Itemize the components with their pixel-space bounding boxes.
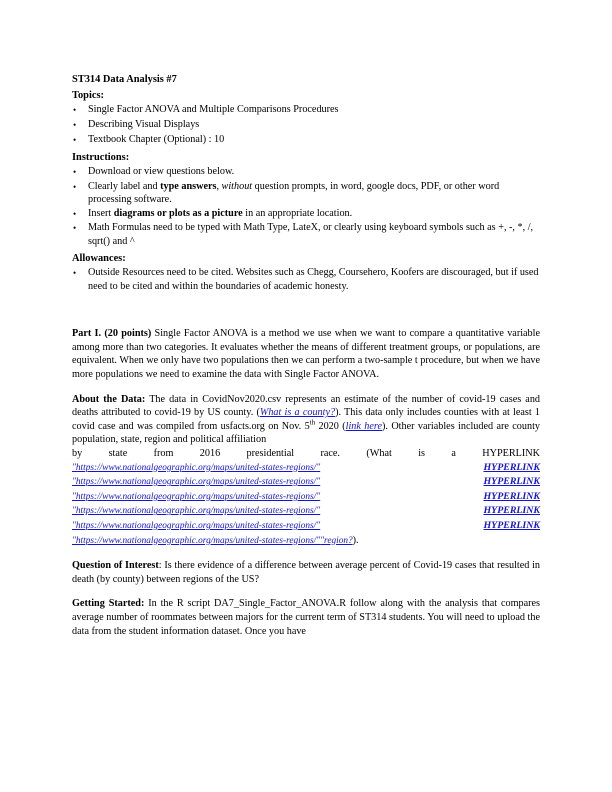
hyperlink-field-row-final [72,534,540,549]
instruction-text: Math Formulas need to be typed with Math Type, LateX, or clearly using keyboard symbols such as +, -, *, /, sqrt() and ^ [88,222,534,247]
bullet-icon: • [73,181,77,192]
about-the-data-text-2: ). This data only includes counties with at least 1 covid case and was compiled from usfacts.org on Nov. 5 [72,407,540,432]
link-here-link[interactable]: link here [345,420,383,432]
part-one-text: Single Factor ANOVA is a method we use when we want to compare a quantitative variable among more than two categories. It evaluates whether the means of different treatment groups, or populations, are equivalent. When we only have two populations then we can perform a two-sample t procedure, but when we have more populations we need to examine the data with Single Factor ANOVA. [72,328,541,380]
hyperlink-keyword[interactable]: HYPERLINK [483,519,540,531]
instructions-list [72,165,540,248]
about-the-data-paragraph [72,393,540,447]
instructions-heading: Instructions: [72,152,130,164]
instruction-bold: diagrams or plots as a picture [113,207,243,219]
hyperlink-url[interactable]: "https://www.nationalgeographic.org/maps/united-states-regions/" [72,506,321,517]
list-item [72,165,540,180]
hyperlink-url[interactable]: "https://www.nationalgeographic.org/maps/united-states-regions/" [72,491,321,502]
instruction-bold: type answers [160,180,217,192]
date-superscript: th [309,418,316,427]
topic-label: Textbook Chapter (Optional) : 10 [88,133,225,145]
list-item [72,103,540,118]
hyperlink-field-row [72,519,540,534]
spacer [72,586,540,597]
bullet-icon: • [73,120,77,130]
hyperlink-url[interactable]: "https://www.nationalgeographic.org/maps/united-states-regions/" [72,535,321,546]
part-one-paragraph [72,327,540,381]
field-word: from [153,447,174,459]
instruction-prefix: Insert [88,207,114,219]
topics-heading: Topics: [72,90,104,102]
instruction-mid: , [216,180,222,192]
about-the-data-text-3: 2020 ( [315,420,346,432]
part-one-label: Part I. (20 points) [72,328,152,340]
instruction-suffix: question prompts, in word, google docs, PDF, or other word processing software. [88,180,500,206]
list-item [72,221,540,248]
question-of-interest-paragraph [72,559,540,586]
bullet-icon: • [73,105,77,116]
hyperlink-field-close: ). [352,534,359,546]
field-word-link[interactable]: is [418,447,425,459]
about-the-data-label: About the Data: [72,393,146,405]
field-word: race. [320,447,340,459]
bullet-icon: • [73,268,77,279]
document-title: ST314 Data Analysis #7 [72,74,177,85]
field-word-link[interactable]: a [451,447,456,459]
hyperlink-keyword[interactable]: HYPERLINK [483,476,540,488]
allowances-heading: Allowances: [72,253,126,265]
list-item [72,180,540,207]
hyperlink-keyword[interactable]: HYPERLINK [483,461,540,473]
list-item [72,133,540,148]
spacer [72,293,540,327]
allowances-list [72,266,540,293]
what-is-a-county-link[interactable]: What is a county? [259,407,336,419]
bullet-icon: • [73,208,77,219]
instruction-text [88,208,352,219]
field-word-link[interactable]: (What [366,447,392,459]
document-body [72,72,540,638]
about-the-data-text-4: ). Other variables included are county population, state, region and political affiliation [72,420,540,446]
hyperlink-keyword[interactable]: HYPERLINK [483,490,540,502]
hyperlink-field-row [72,490,540,505]
field-word: presidential [246,447,295,459]
bullet-icon: • [73,134,77,145]
spacer [72,382,540,393]
field-word: 2016 [199,447,221,459]
hyperlink-field-row [72,475,540,490]
allowance-text: Outside Resources need to be cited. Websites such as Chegg, Coursehero, Koofers are discouraged, but if used need to be cited and within the boundaries of academic honesty. [88,267,539,292]
topics-list [72,103,540,147]
list-item [72,118,540,133]
bullet-icon: • [73,167,77,178]
question-of-interest-text: : Is there evidence of a difference between average percent of Covid-19 cases that resulted in death (by county) between regions of the US? [72,560,540,585]
hyperlink-url[interactable]: "https://www.nationalgeographic.org/maps/united-states-regions/" [72,477,321,488]
hyperlink-field-intro-line [72,447,540,461]
list-item [72,266,540,293]
hyperlink-url[interactable]: "https://www.nationalgeographic.org/maps/united-states-regions/" [72,520,321,531]
hyperlink-field-row [72,504,540,519]
hyperlink-field-block [72,447,540,548]
instruction-prefix: Clearly label and [88,180,161,192]
question-of-interest-label: Question of Interest [72,560,159,572]
hyperlink-url[interactable]: "https://www.nationalgeographic.org/maps/united-states-regions/" [72,462,321,473]
about-the-data-text-1: The data in CovidNov2020.csv represents an estimate of the number of covid-19 cases and deaths attributed to covid-19 by US county. ( [72,393,541,419]
spacer [72,548,540,559]
getting-started-text: In the R script DA7_Single_Factor_ANOVA.R follow along with the analysis that compares average number of roommates between majors for the current term of ST314 students. You will need to upload the data from the student information dataset. Once you have [72,598,541,637]
field-word: state [108,447,128,459]
getting-started-label: Getting Started: [72,598,145,610]
hyperlink-field-row [72,461,540,476]
topic-label: Single Factor ANOVA and Multiple Comparisons Procedures [88,104,339,116]
instruction-text: Download or view questions below. [88,166,235,178]
hyperlink-keyword[interactable]: HYPERLINK [482,447,540,459]
instruction-suffix: in an appropriate location. [242,207,353,219]
hyperlink-keyword[interactable]: HYPERLINK [483,505,540,517]
getting-started-paragraph [72,597,540,638]
instruction-italic: without [221,180,253,192]
topic-label: Describing Visual Displays [88,119,200,130]
instruction-text [88,181,499,205]
list-item [72,207,540,222]
hyperlink-region-suffix[interactable]: "region? [320,535,353,546]
field-word: by [72,447,83,459]
bullet-icon: • [73,223,77,234]
